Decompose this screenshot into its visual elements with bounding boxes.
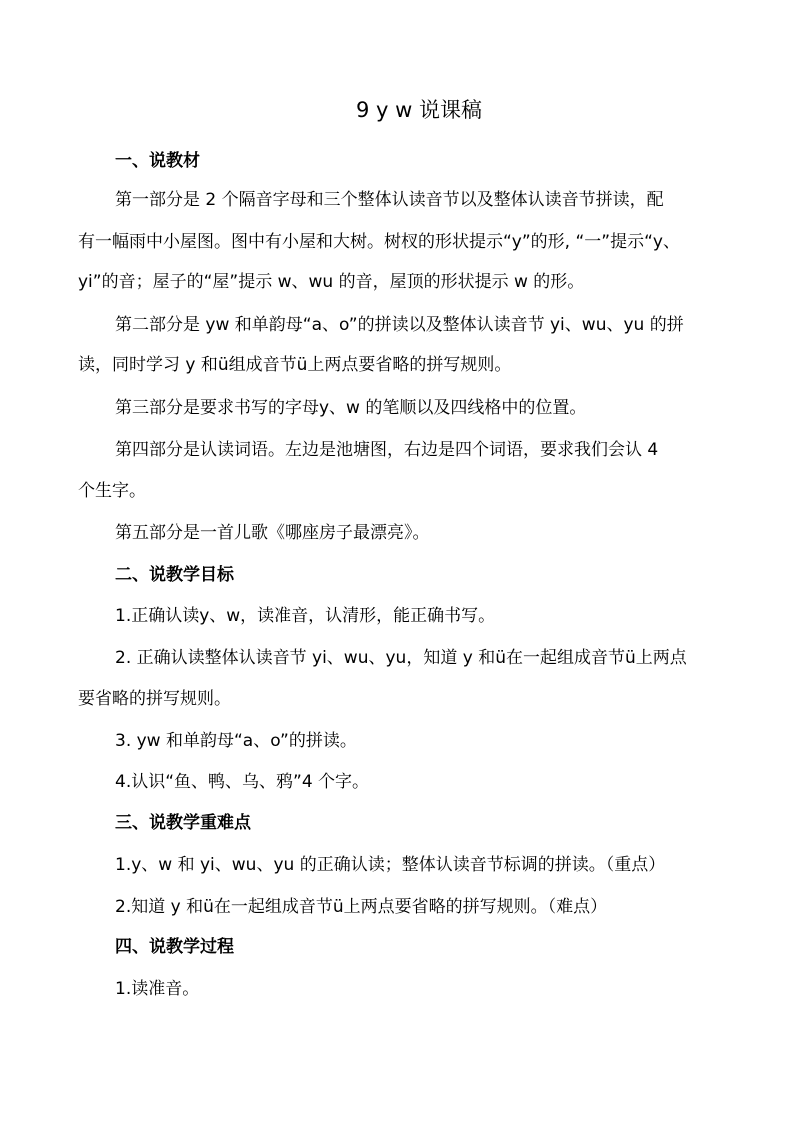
paragraph-line: 读，同时学习 y 和ü组成音节ü上两点要省略的拼写规则。: [78, 355, 512, 375]
paragraph-line: 1.正确认读y、w，读准音，认清形，能正确书写。: [115, 606, 496, 626]
paragraph-line: 第三部分是要求书写的字母y、w 的笔顺以及四线格中的位置。: [115, 398, 587, 418]
paragraph-line: 3. yw 和单韵母“a、o”的拼读。: [115, 731, 357, 751]
paragraph-line: 1.读准音。: [115, 979, 200, 999]
section-heading: 四、说教学过程: [115, 937, 234, 957]
section-heading: 三、说教学重难点: [115, 813, 251, 833]
paragraph-line: 要省略的拼写规则。: [78, 689, 231, 709]
paragraph-line: 2.知道 y 和ü在一起组成音节ü上两点要省略的拼写规则。（难点）: [115, 897, 608, 917]
paragraph-line: 第一部分是 2 个隔音字母和三个整体认读音节以及整体认读音节拼读，配: [115, 190, 664, 210]
paragraph-line: 第二部分是 yw 和单韵母“a、o”的拼读以及整体认读音节 yi、wu、yu 的拼: [115, 315, 684, 335]
paragraph-line: yi”的音；屋子的“屋”提示 w、wu 的音，屋顶的形状提示 w 的形。: [78, 272, 585, 292]
paragraph-line: 有一幅雨中小屋图。图中有小屋和大树。树杈的形状提示“y”的形, “一”提示“y、: [78, 232, 680, 252]
document-title: 9 y w 说课稿: [356, 98, 482, 122]
paragraph-line: 第五部分是一首儿歌《哪座房子最漂亮》。: [115, 523, 430, 543]
paragraph-line: 1.y、w 和 yi、wu、yu 的正确认读；整体认读音节标调的拼读。（重点）: [115, 855, 666, 875]
paragraph-line: 第四部分是认读词语。左边是池塘图，右边是四个词语，要求我们会认 4: [115, 440, 659, 460]
paragraph-line: 2. 正确认读整体认读音节 yi、wu、yu，知道 y 和ü在一起组成音节ü上两点: [115, 648, 687, 668]
section-heading: 二、说教学目标: [115, 565, 234, 585]
paragraph-line: 个生字。: [78, 481, 146, 501]
section-heading: 一、说教材: [115, 151, 200, 171]
paragraph-line: 4.认识“鱼、鸭、乌、鸦”4 个字。: [115, 772, 370, 792]
